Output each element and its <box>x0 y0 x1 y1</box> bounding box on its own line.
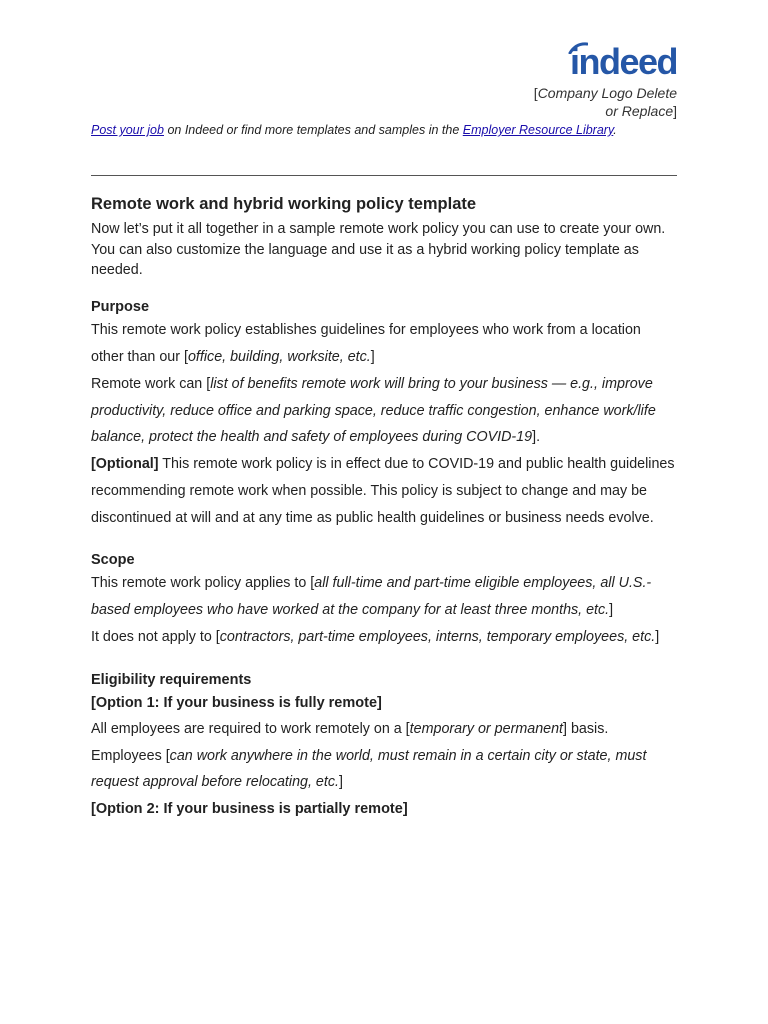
logo-arc-icon <box>568 42 588 54</box>
eligibility-heading: Eligibility requirements <box>91 671 252 688</box>
eligibility-option-2: [Option 2: If your business is partially remote] <box>91 801 408 818</box>
purpose-heading: Purpose <box>91 299 150 316</box>
purpose-paragraph-1: This remote work policy establishes guidelines for employees who work from a location other than our [office, building, worksite, etc.] <box>91 322 641 365</box>
horizontal-divider <box>91 175 677 176</box>
eligibility-paragraph-1: All employees are required to work remotely on a [temporary or permanent] basis. <box>91 720 609 737</box>
scope-paragraph-1: This remote work policy applies to [all full-time and part-time eligible employees, all U.S.-based employees who have worked at the company for at least three months, etc.] <box>91 575 652 619</box>
eligibility-paragraph-2: Employees [can work anywhere in the world, must remain in a certain city or state, must request approval before relocating, etc.] <box>91 747 647 791</box>
post-your-job-link[interactable]: Post your job <box>91 123 164 137</box>
company-logo-block <box>527 42 677 120</box>
scope-heading: Scope <box>91 552 135 569</box>
scope-paragraph-2: It does not apply to [contractors, part-time employees, interns, temporary employees, etc.] <box>91 629 660 646</box>
document-title: Remote work and hybrid working policy template <box>91 195 477 213</box>
logo-caption: [Company Logo Delete or Replace] <box>533 85 677 119</box>
indeed-logo <box>570 42 677 82</box>
intro-line: Post your job on Indeed or find more templates and samples in the Employer Resource Library. <box>91 123 617 137</box>
eligibility-option-1: [Option 1: If your business is fully remote] <box>91 694 382 711</box>
lead-paragraph: Now let’s put it all together in a sample remote work policy you can use to create your own. You can also customize the language and use it as a hybrid working policy template as needed. <box>91 221 666 279</box>
employer-resource-library-link[interactable]: Employer Resource Library <box>462 123 614 137</box>
policy-content <box>91 193 677 822</box>
logo-text: indeed <box>569 41 677 82</box>
purpose-paragraph-3: [Optional] This remote work policy is in effect due to COVID-19 and public health guidelines recommending remote work when possible. This policy is subject to change and may be discontinued at will and at any time as public health guidelines or business needs evolve. <box>91 456 675 526</box>
purpose-paragraph-2: Remote work can [list of benefits remote work will bring to your business — e.g., improve productivity, reduce office and parking space, reduce traffic congestion, enhance work/life balance, protect the health and safety of employees during COVID-19]. <box>91 375 656 446</box>
